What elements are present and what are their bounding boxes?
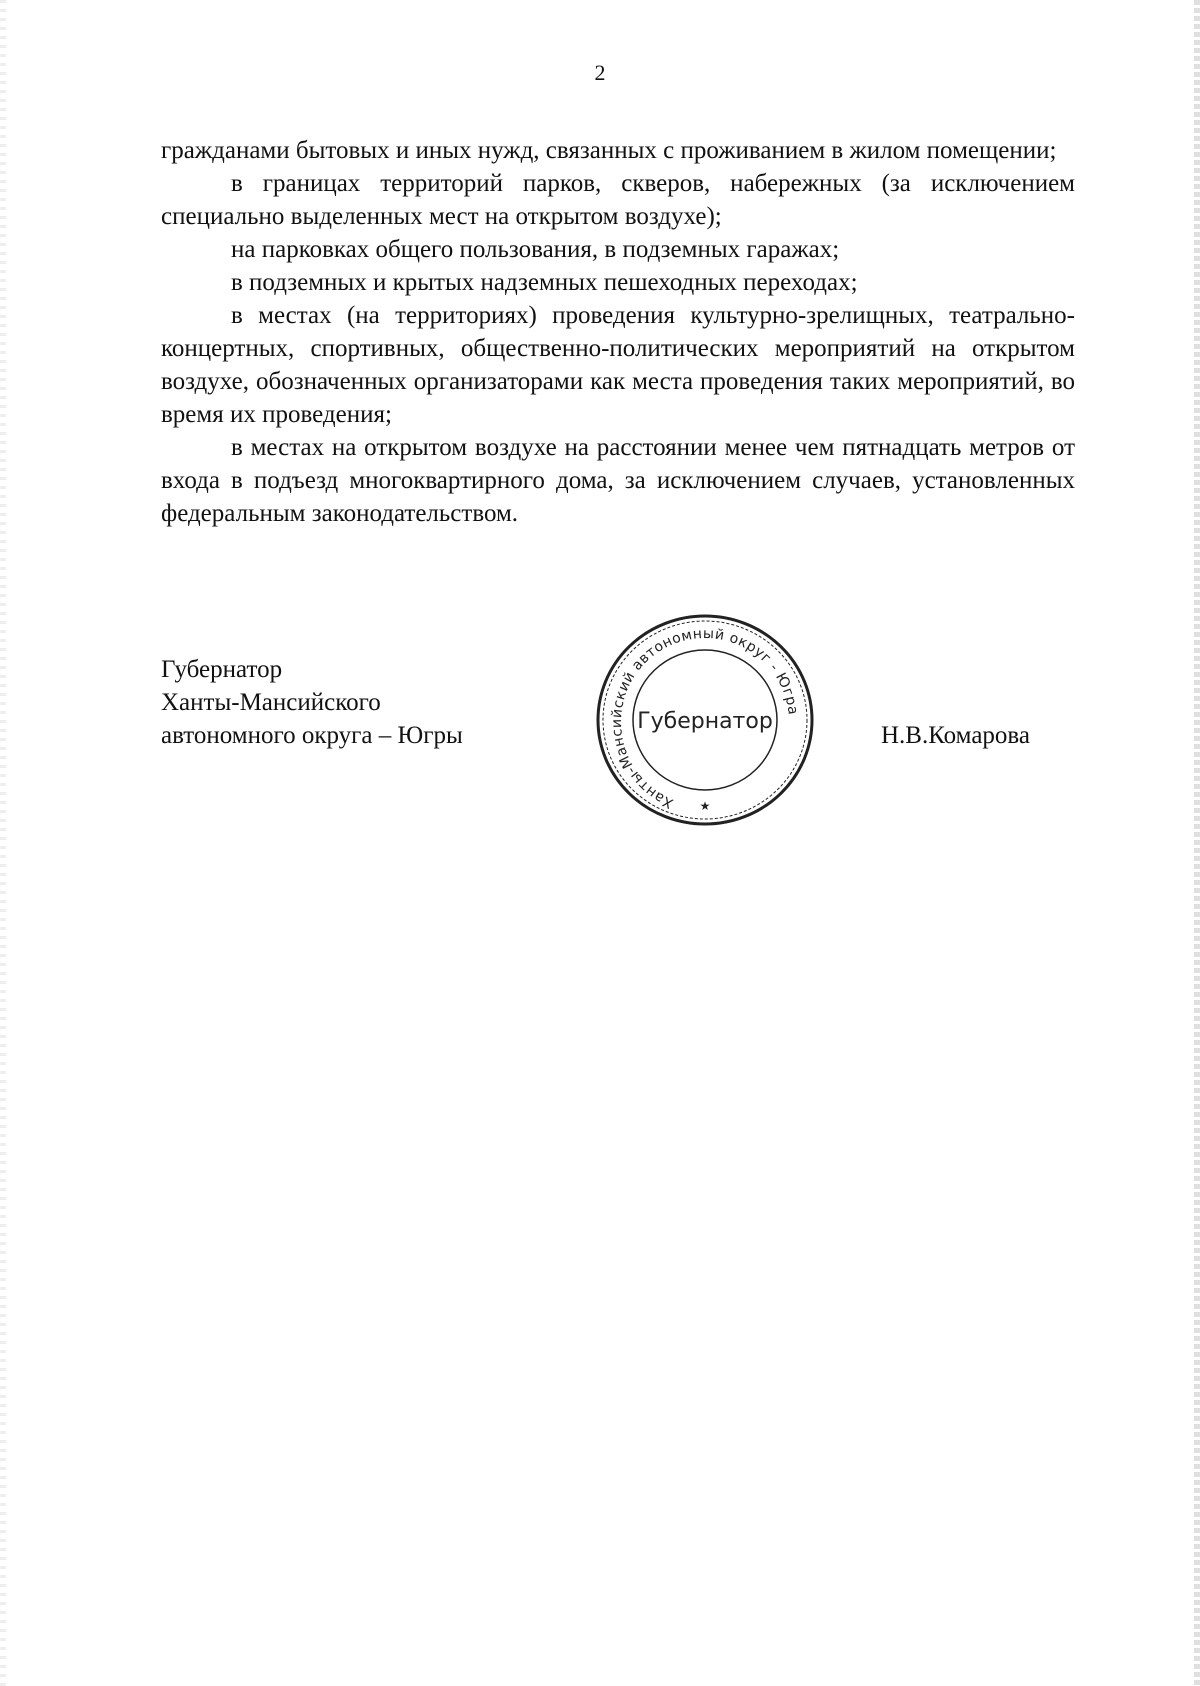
seal-ring-text: Ханты-Мансийский автономный округ - Югра	[608, 625, 801, 812]
signatory-title	[161, 653, 463, 752]
signatory-title-line: Ханты-Мансийского	[161, 689, 381, 716]
signatory-title-line: Губернатор	[161, 656, 283, 683]
signatory-title-line: автономного округа – Югры	[161, 722, 463, 749]
seal-center-text: Губернатор	[637, 709, 773, 734]
signatory-name: Н.В.Комарова	[881, 722, 1030, 749]
official-seal	[592, 610, 818, 830]
star-icon: ★	[699, 799, 711, 813]
paragraph-events: в местах (на территориях) проведения культурно-зрелищных, театрально-концертных, спортивных, общественно-политических мероприятий на открытом воздухе, обозначенных организаторами как места проведения таких мероприятий, во время их проведения;	[161, 302, 1075, 428]
paragraph-entrances: в местах на открытом воздухе на расстоянии менее чем пятнадцать метров от входа в подъезд многоквартирного дома, за исключением случаев, установленных федеральным законодательством.	[161, 434, 1075, 527]
paragraph-continuation: гражданами бытовых и иных нужд, связанных с проживанием в жилом помещении;	[161, 137, 1057, 164]
paragraph-parkings: на парковках общего пользования, в подземных гаражах;	[231, 236, 840, 263]
paragraph-parks: в границах территорий парков, скверов, набережных (за исключением специально выделенных мест на открытом воздухе);	[161, 170, 1075, 230]
body-text	[161, 134, 1075, 530]
paragraph-crossings: в подземных и крытых надземных пешеходных переходах;	[231, 269, 858, 296]
page-number: 2	[594, 60, 606, 85]
scan-edge-right	[1194, 0, 1200, 1686]
scan-edge-left	[0, 0, 6, 1686]
